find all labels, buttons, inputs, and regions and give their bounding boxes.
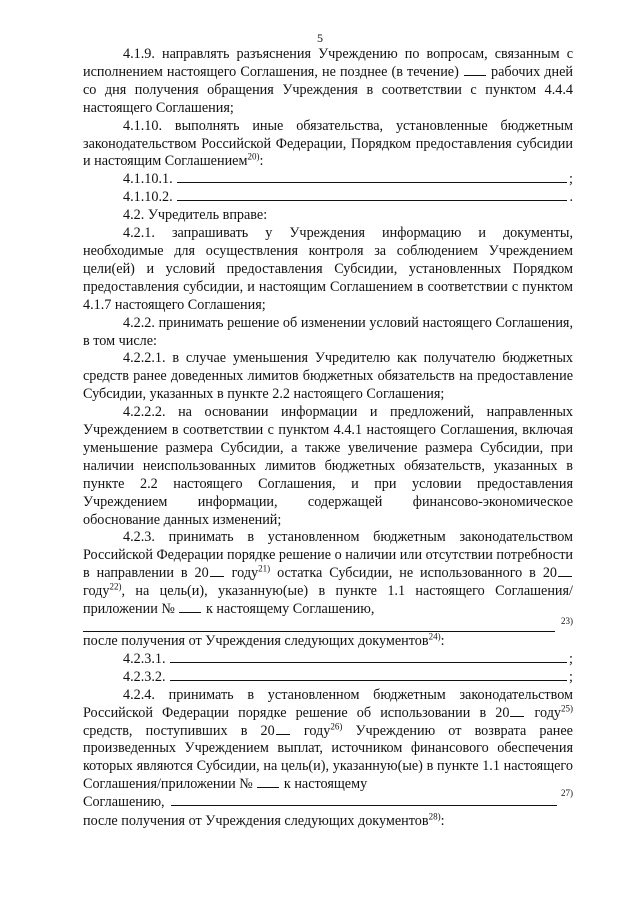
clause-4-2-2-2: 4.2.2.2. на основании информации и предложений, направленных Учреждением в соответствии с пунктом 4.4.1 настоящего Соглашения, включая уменьшение размера Субсидии, а также увеличение размера Субсидии, при наличии неиспользованных лимитов бюджетных обязательств, указанных в пункте 2.2 настоящего Соглашения, и при условии предоставления Учреждением информации, содержащей финансово-экономическое обоснование данных изменений; (83, 404, 573, 528)
clause-4-1-9: 4.1.9. направлять разъяснения Учреждению по вопросам, связанным с исполнением настоящего Соглашения, не позднее (в течение) рабочих дней со дня получения обращения Учреждения в соответствии с пунктом 4.4.4 настоящего Соглашения; (83, 46, 574, 116)
clause-4-2-1: 4.2.1. запрашивать у Учреждения информацию и документы, необходимые для осуществления контроля за соблюдением Учреждением цели(ей) и условий предоставления Субсидии, установленных Порядком предоставления субсидии, и настоящим Соглашением в соответствии с пунктом 4.1.7 настоящего Соглашения; (83, 225, 573, 313)
footnote-ref: 20) (247, 151, 260, 162)
clause-4-1-10-1: 4.1.10.1. ; (123, 171, 573, 188)
clause-4-1-10-2: 4.1.10.2. . (123, 189, 573, 206)
blank-field (83, 631, 555, 632)
footnote-ref: 27) (561, 788, 573, 799)
clause-4-2-3-1: 4.2.3.1. ; (123, 650, 573, 667)
blank-field (177, 199, 568, 201)
footnote-ref: 21) (258, 563, 271, 574)
blank-field (210, 575, 224, 577)
clause-4-2-4-docs: после получения от Учреждения следующих документов$^{28)}$: (83, 811, 445, 830)
footnote-ref: 22) (109, 581, 122, 592)
blank-field (170, 661, 567, 663)
clause-4-1-10: 4.1.10. выполнять иные обязательства, установленные бюджетным законодательством Российской Федерации, Порядком предоставления субсидии и настоящим Соглашением$^{20)}$: (83, 117, 573, 170)
blank-line-27: Соглашению, 27) (83, 794, 573, 813)
footnote-ref: 25) (561, 702, 574, 713)
document-body (83, 46, 573, 831)
footnote-ref: 24) (428, 631, 441, 642)
page-number: 5 (317, 31, 323, 45)
blank-field (177, 181, 567, 183)
blank-field (179, 611, 201, 613)
blank-field (276, 733, 290, 735)
footnote-ref: 28) (428, 811, 441, 822)
blank-field (464, 74, 486, 76)
clause-4-2: 4.2. Учредитель вправе: (123, 207, 268, 224)
blank-field (170, 679, 567, 681)
footnote-ref: 23) (561, 616, 573, 626)
clause-4-2-3: 4.2.3. принимать в установленном бюджетным законодательством Российской Федерации порядке решение о наличии или отсутствии потребности в направлении в 20 году$^{21)}$ остатка Субсидии, не использованного в 20 году$^{22)}$, на цель(и), указанную(ые) в пункте 1.1 настоящего Соглашения/приложении № к настоящему Соглашению, (83, 529, 573, 618)
blank-field (510, 715, 524, 717)
clause-4-2-2-1: 4.2.2.1. в случае уменьшения Учредителю как получателю бюджетных средств ранее доведенных лимитов бюджетных обязательств на предоставление Субсидии, указанных в пункте 2.2 настоящего Соглашения; (83, 350, 573, 403)
blank-line-23 (83, 616, 573, 633)
blank-field (171, 804, 557, 806)
clause-4-2-2: 4.2.2. принимать решение об изменении условий настоящего Соглашения, в том числе: (83, 314, 573, 349)
clause-4-2-4: 4.2.4. принимать в установленном бюджетным законодательством Российской Федерации порядке решение об использовании в 20 году$^{25)}$ средств, поступивших в 20 году$^{26)}$ Учреждению от возврата ранее произведенных Учреждением выплат, источником финансового обеспечения которых являются Субсидии, на цель(и), указанную(ые) в пункте 1.1 настоящего Соглашения/приложении № к настоящему (83, 686, 574, 793)
blank-field (257, 786, 279, 788)
clause-4-2-3-docs: после получения от Учреждения следующих документов$^{24)}$: (83, 631, 445, 649)
blank-field (558, 575, 572, 577)
clause-4-2-3-2: 4.2.3.2. ; (123, 668, 573, 685)
footnote-ref: 26) (330, 720, 343, 731)
